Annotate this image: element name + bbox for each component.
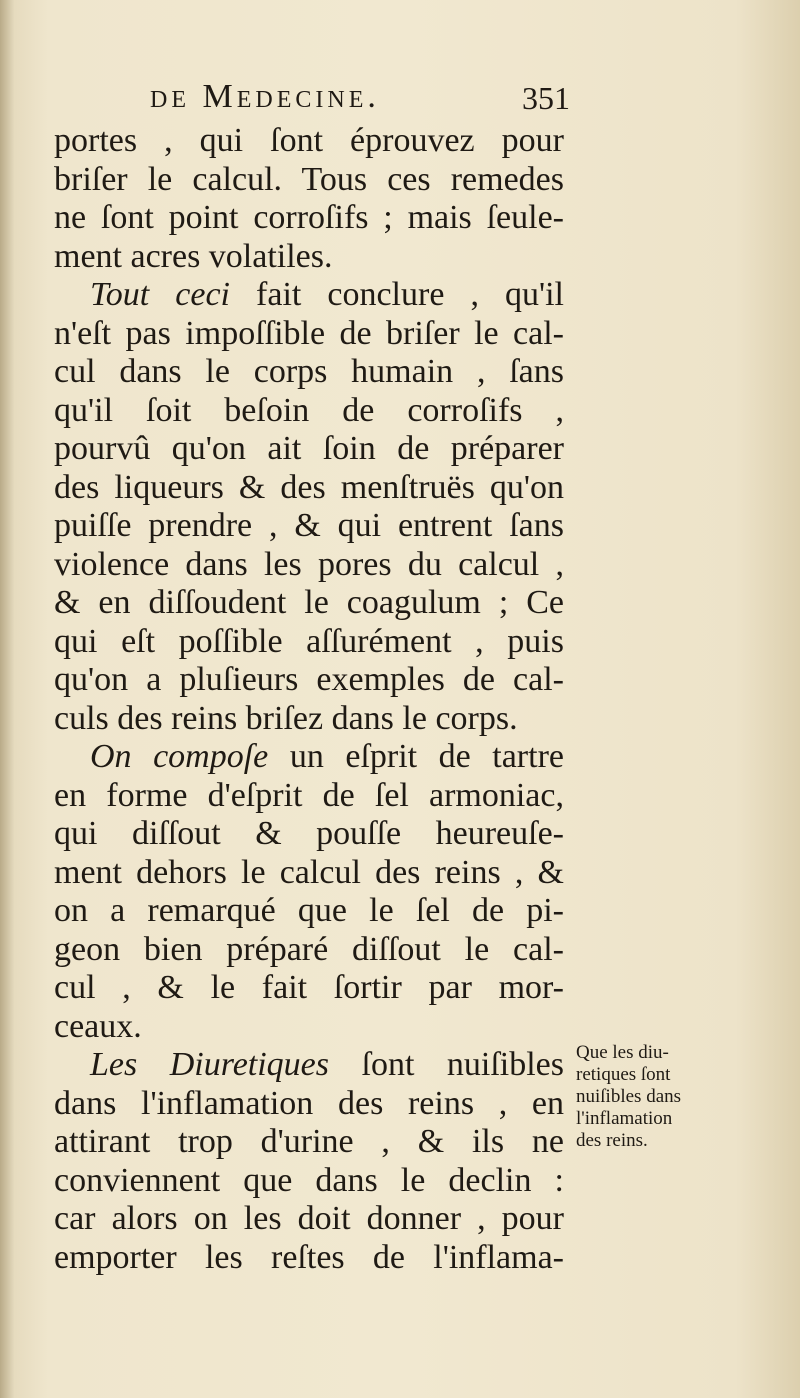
line-text: dans l'inflamation des reins , en bbox=[54, 1084, 564, 1122]
text-line bbox=[54, 122, 564, 161]
line-text: ceaux. bbox=[54, 1007, 142, 1045]
line-text: & en diſſoudent le coagulum ; Ce bbox=[54, 584, 564, 621]
line-text: car alors on les doit donner , pour bbox=[54, 1200, 564, 1237]
line-text: portes , qui ſont éprouvez pour bbox=[54, 122, 564, 159]
text-line bbox=[54, 199, 564, 238]
line-text: geon bien préparé diſſout le cal- bbox=[54, 930, 564, 968]
margin-note-line: nuiſibles dans bbox=[576, 1086, 682, 1107]
line-text: briſer le calcul. Tous ces remedes bbox=[54, 160, 564, 198]
italic-lead: Les Diuretiques bbox=[90, 1046, 330, 1083]
line-text: qui eſt poſſible aſſurément , puis bbox=[54, 622, 564, 660]
text-line bbox=[54, 661, 564, 700]
text-line bbox=[54, 238, 564, 277]
text-line bbox=[54, 1239, 564, 1278]
margin-note-line: des reins. bbox=[576, 1130, 648, 1151]
text-line bbox=[54, 353, 564, 392]
line-text: cul dans le corps humain , ſans bbox=[54, 353, 564, 390]
text-line bbox=[54, 276, 564, 315]
running-head: de Medecine. bbox=[150, 78, 380, 115]
line-text: conviennent que dans le declin : bbox=[54, 1161, 564, 1199]
line-text: violence dans les pores du calcul , bbox=[54, 545, 564, 583]
line-text: ment acres volatiles. bbox=[54, 237, 333, 275]
line-text: en forme d'eſprit de ſel armoniac, bbox=[54, 776, 564, 814]
line-text: culs des reins briſez dans le corps. bbox=[54, 699, 518, 737]
line-text: qu'on a pluſieurs exemples de cal- bbox=[54, 661, 564, 698]
text-line bbox=[54, 1008, 564, 1047]
text-line bbox=[54, 469, 564, 508]
line-text: ne ſont point corroſifs ; mais ſeule- bbox=[54, 199, 564, 236]
line-text: attirant trop d'urine , & ils ne bbox=[54, 1123, 564, 1160]
italic-lead: Tout ceci bbox=[90, 276, 230, 313]
text-line bbox=[54, 546, 564, 585]
text-line bbox=[54, 969, 564, 1008]
text-line bbox=[54, 1123, 564, 1162]
text-line bbox=[54, 700, 564, 739]
body-text bbox=[54, 122, 564, 1277]
text-line bbox=[54, 777, 564, 816]
margin-note-line: retiques ſont bbox=[576, 1064, 671, 1085]
text-line bbox=[54, 815, 564, 854]
line-text: ſont nuiſibles bbox=[329, 1046, 564, 1083]
page-header bbox=[150, 78, 570, 122]
text-line bbox=[54, 623, 564, 662]
text-line bbox=[54, 161, 564, 200]
text-line bbox=[54, 1162, 564, 1201]
line-text: pourvû qu'on ait ſoin de préparer bbox=[54, 430, 564, 467]
margin-note-line: Que les diu- bbox=[576, 1042, 669, 1063]
text-line bbox=[54, 392, 564, 431]
margin-note bbox=[576, 1042, 736, 1152]
line-text: qui diſſout & pouſſe heureuſe- bbox=[54, 815, 564, 852]
page-number: 351 bbox=[522, 80, 570, 116]
line-text: cul , & le fait ſortir par mor- bbox=[54, 969, 564, 1006]
text-line bbox=[54, 1085, 564, 1124]
line-text: puiſſe prendre , & qui entrent ſans bbox=[54, 507, 564, 544]
margin-note-line: l'inflamation bbox=[576, 1108, 673, 1129]
text-line bbox=[54, 1200, 564, 1239]
page-edge-shadow bbox=[0, 0, 14, 1398]
text-line bbox=[54, 584, 564, 623]
text-line bbox=[54, 931, 564, 970]
line-text: n'eſt pas impoſſible de briſer le cal- bbox=[54, 314, 564, 352]
line-text: ment dehors le calcul des reins , & bbox=[54, 853, 564, 891]
text-line bbox=[54, 315, 564, 354]
text-line bbox=[54, 430, 564, 469]
italic-lead: On compoſe bbox=[90, 738, 269, 775]
text-line bbox=[54, 892, 564, 931]
line-text: des liqueurs & des menſtruës qu'on bbox=[54, 468, 564, 506]
line-text: un eſprit de tartre bbox=[268, 738, 564, 775]
text-line bbox=[54, 507, 564, 546]
line-text: emporter les reſtes de l'inflama- bbox=[54, 1238, 564, 1276]
text-line bbox=[54, 854, 564, 893]
line-text: fait conclure , qu'il bbox=[230, 276, 564, 313]
line-text: on a remarqué que le ſel de pi- bbox=[54, 892, 564, 929]
text-line bbox=[54, 738, 564, 777]
line-text: qu'il ſoit beſoin de corroſifs , bbox=[54, 391, 564, 429]
text-line bbox=[54, 1046, 564, 1085]
